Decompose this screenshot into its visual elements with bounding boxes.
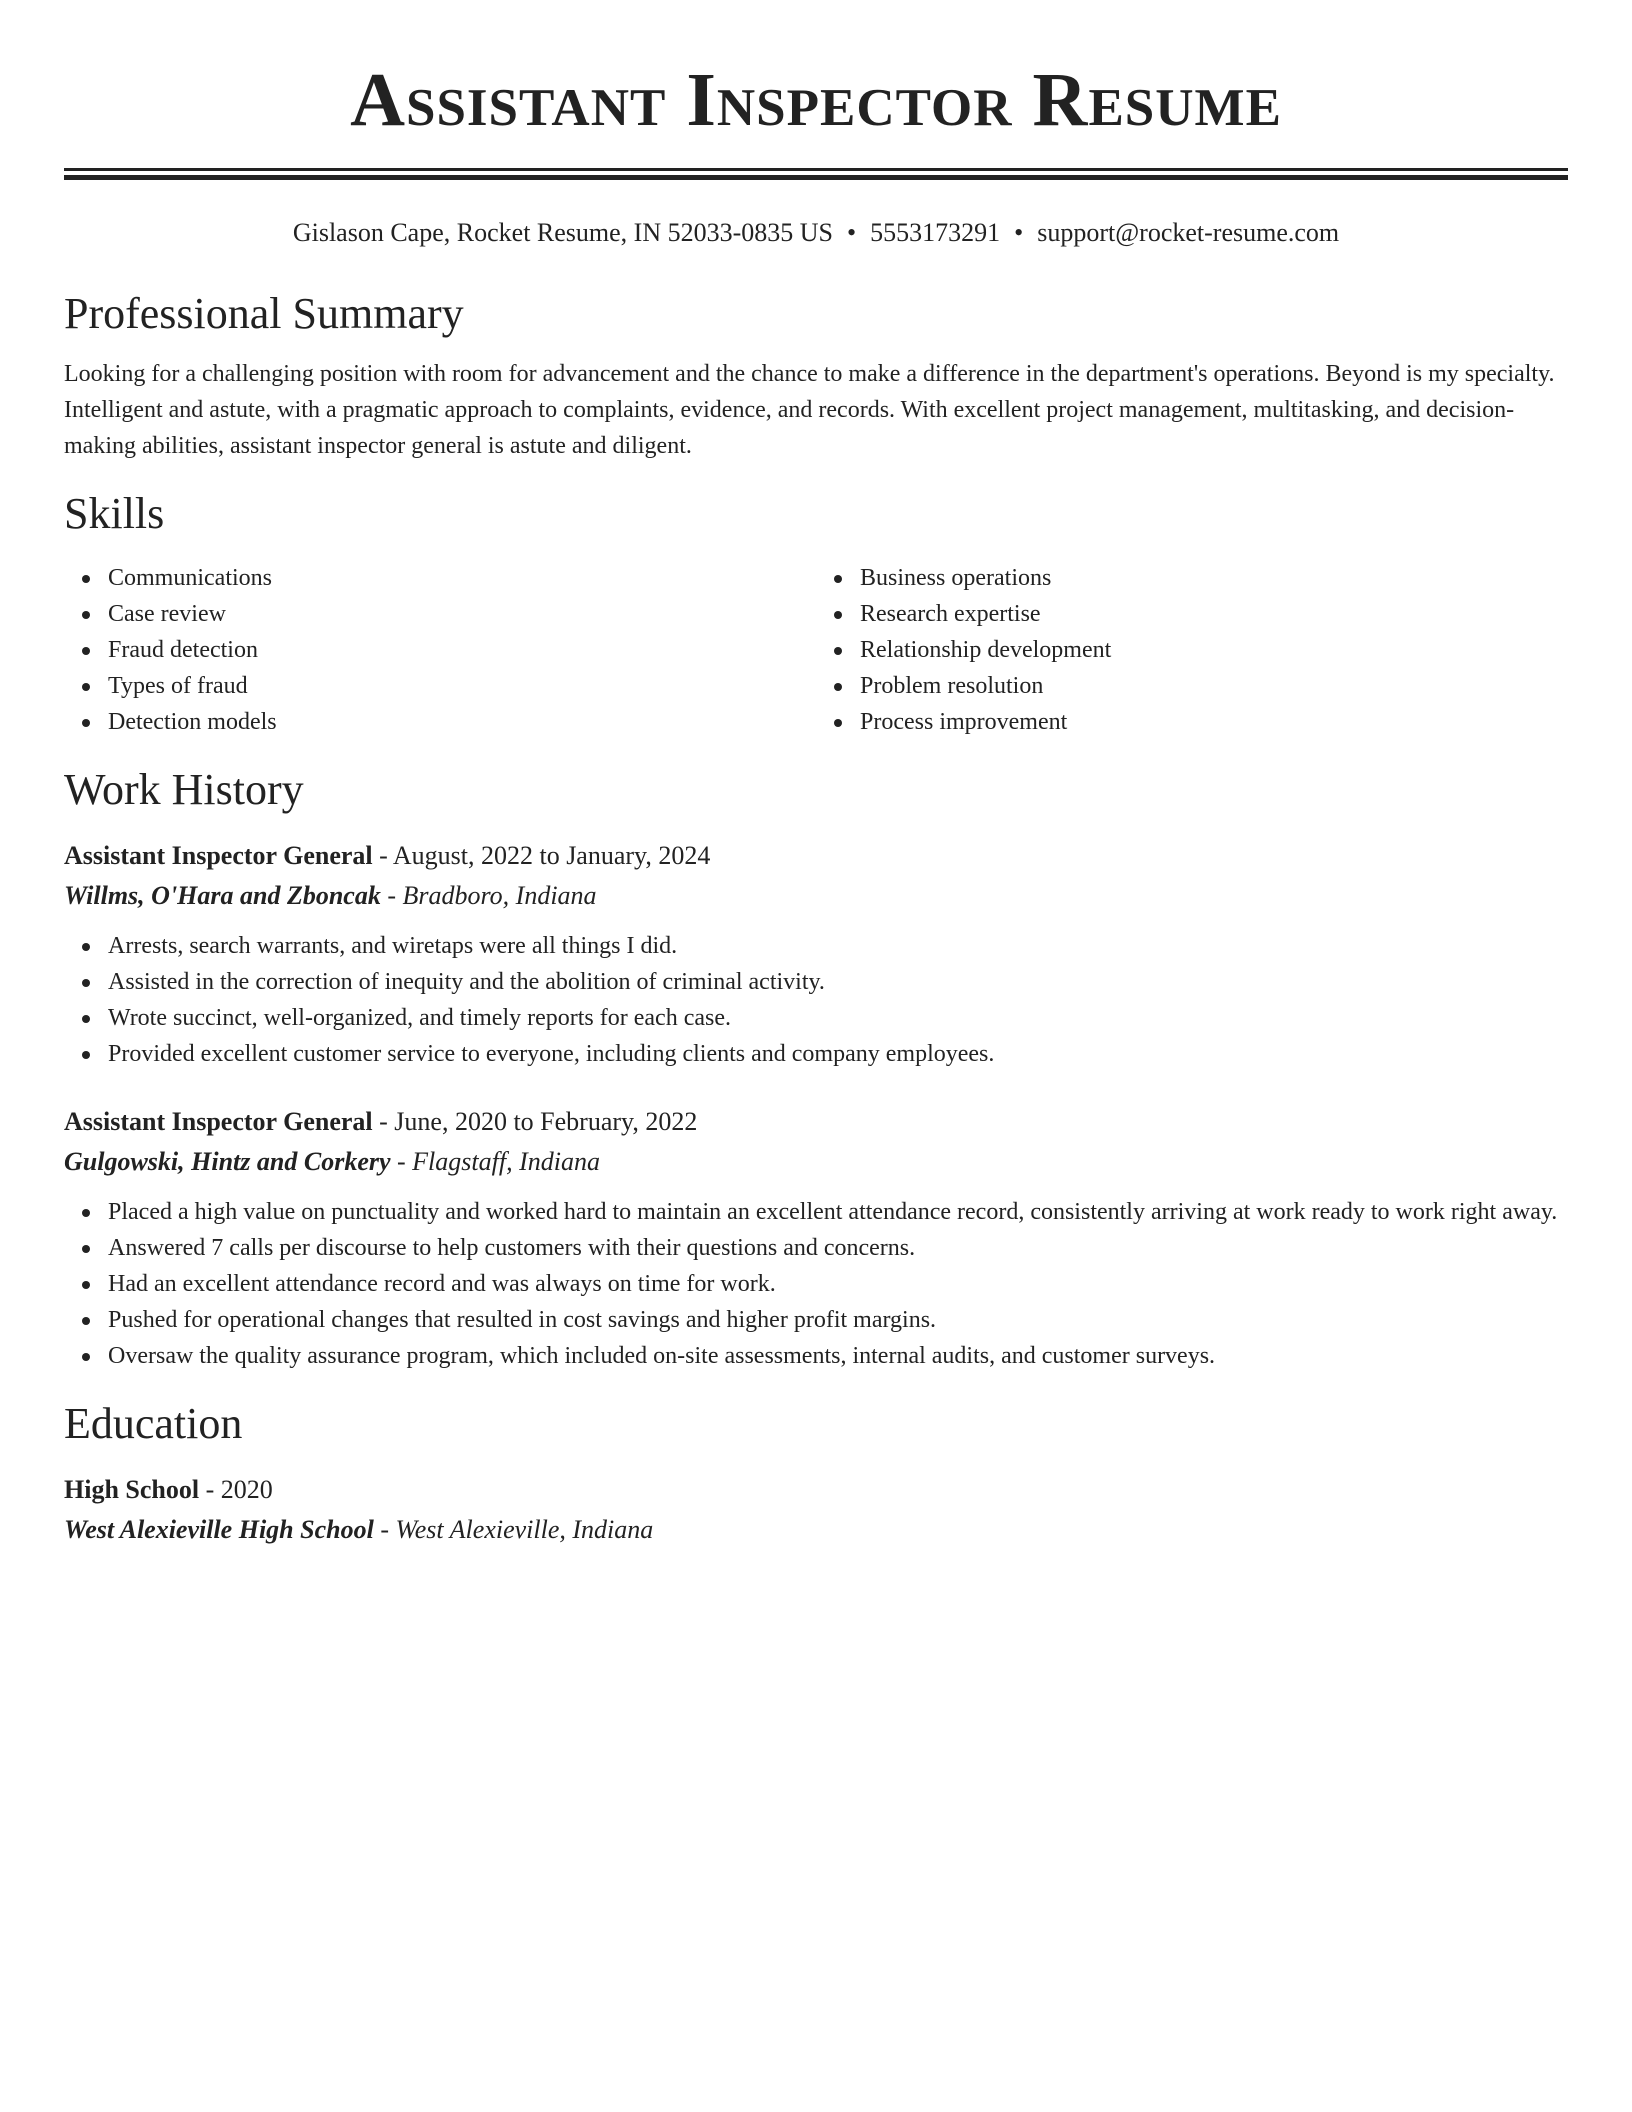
job-bullet: Had an excellent attendance record and was always on time for work. <box>108 1266 1568 1302</box>
job-bullets <box>64 1194 1568 1374</box>
job-title: Assistant Inspector General <box>64 1107 373 1136</box>
summary-section <box>64 288 1568 464</box>
skill-item: Detection models <box>108 704 816 740</box>
skills-heading: Skills <box>64 489 165 538</box>
job-bullets <box>64 928 1568 1072</box>
contact-phone: 5553173291 <box>870 218 1001 247</box>
skill-item: Relationship development <box>860 632 1568 668</box>
school-name: West Alexieville High School <box>64 1515 374 1544</box>
work-history-heading: Work History <box>64 765 304 814</box>
skill-item: Case review <box>108 596 816 632</box>
job-bullet: Answered 7 calls per discourse to help customers with their questions and concerns. <box>108 1230 1568 1266</box>
degree-line <box>64 1470 1568 1510</box>
company-name: Willms, O'Hara and Zboncak <box>64 881 381 910</box>
resume-page <box>64 0 1568 1550</box>
skill-item: Fraud detection <box>108 632 816 668</box>
school-line <box>64 1510 1568 1550</box>
company-location: - Bradboro, Indiana <box>380 881 597 910</box>
degree: High School <box>64 1475 200 1504</box>
education-section <box>64 1398 1568 1550</box>
skills-list-right <box>816 560 1568 740</box>
company-name: Gulgowski, Hintz and Corkery <box>64 1147 391 1176</box>
job-entry <box>64 1102 1568 1374</box>
job-bullet: Placed a high value on punctuality and worked hard to maintain an excellent attendance record, consistently arriving at work ready to work right away. <box>108 1194 1568 1230</box>
contact-separator: • <box>847 218 857 247</box>
skills-grid <box>64 560 1568 740</box>
summary-heading: Professional Summary <box>64 289 464 338</box>
job-dates: - June, 2020 to February, 2022 <box>372 1107 698 1136</box>
job-dates: - August, 2022 to January, 2024 <box>372 841 711 870</box>
job-title-line <box>64 836 1568 876</box>
job-entry <box>64 836 1568 1072</box>
job-bullet: Provided excellent customer service to everyone, including clients and company employees. <box>108 1036 1568 1072</box>
contact-line <box>64 216 1568 250</box>
company-line <box>64 1142 1568 1182</box>
skill-item: Process improvement <box>860 704 1568 740</box>
skill-item: Research expertise <box>860 596 1568 632</box>
education-heading: Education <box>64 1399 243 1448</box>
summary-text: Looking for a challenging position with room for advancement and the chance to make a difference in the department's operations. Beyond is my specialty. Intelligent and astute, with a pragmatic approach to complaints, evidence, and records. With excellent project management, multitasking, and decision-making abilities, assistant inspector general is astute and diligent. <box>64 361 1555 459</box>
job-bullet: Wrote succinct, well-organized, and timely reports for each case. <box>108 1000 1568 1036</box>
skill-item: Problem resolution <box>860 668 1568 704</box>
company-location: - Flagstaff, Indiana <box>390 1147 600 1176</box>
job-bullet: Oversaw the quality assurance program, which included on-site assessments, internal audits, and customer surveys. <box>108 1338 1568 1374</box>
skill-item: Communications <box>108 560 816 596</box>
job-bullet: Pushed for operational changes that resulted in cost savings and higher profit margins. <box>108 1302 1568 1338</box>
graduation-year: - 2020 <box>199 1475 273 1504</box>
skills-section <box>64 488 1568 740</box>
company-line <box>64 876 1568 916</box>
job-bullet: Arrests, search warrants, and wiretaps were all things I did. <box>108 928 1568 964</box>
title-double-rule <box>64 168 1568 180</box>
skills-list-left <box>64 560 816 740</box>
education-entry <box>64 1470 1568 1550</box>
job-bullet: Assisted in the correction of inequity and the abolition of criminal activity. <box>108 964 1568 1000</box>
job-title-line <box>64 1102 1568 1142</box>
contact-separator: • <box>1014 218 1024 247</box>
skill-item: Types of fraud <box>108 668 816 704</box>
job-title: Assistant Inspector General <box>64 841 373 870</box>
contact-email: support@rocket-resume.com <box>1037 218 1340 247</box>
contact-address: Gislason Cape, Rocket Resume, IN 52033-0835 US <box>292 218 834 247</box>
school-location: - West Alexieville, Indiana <box>373 1515 654 1544</box>
work-history-section <box>64 764 1568 1374</box>
skill-item: Business operations <box>860 560 1568 596</box>
page-title: Assistant Inspector Resume <box>350 58 1282 142</box>
